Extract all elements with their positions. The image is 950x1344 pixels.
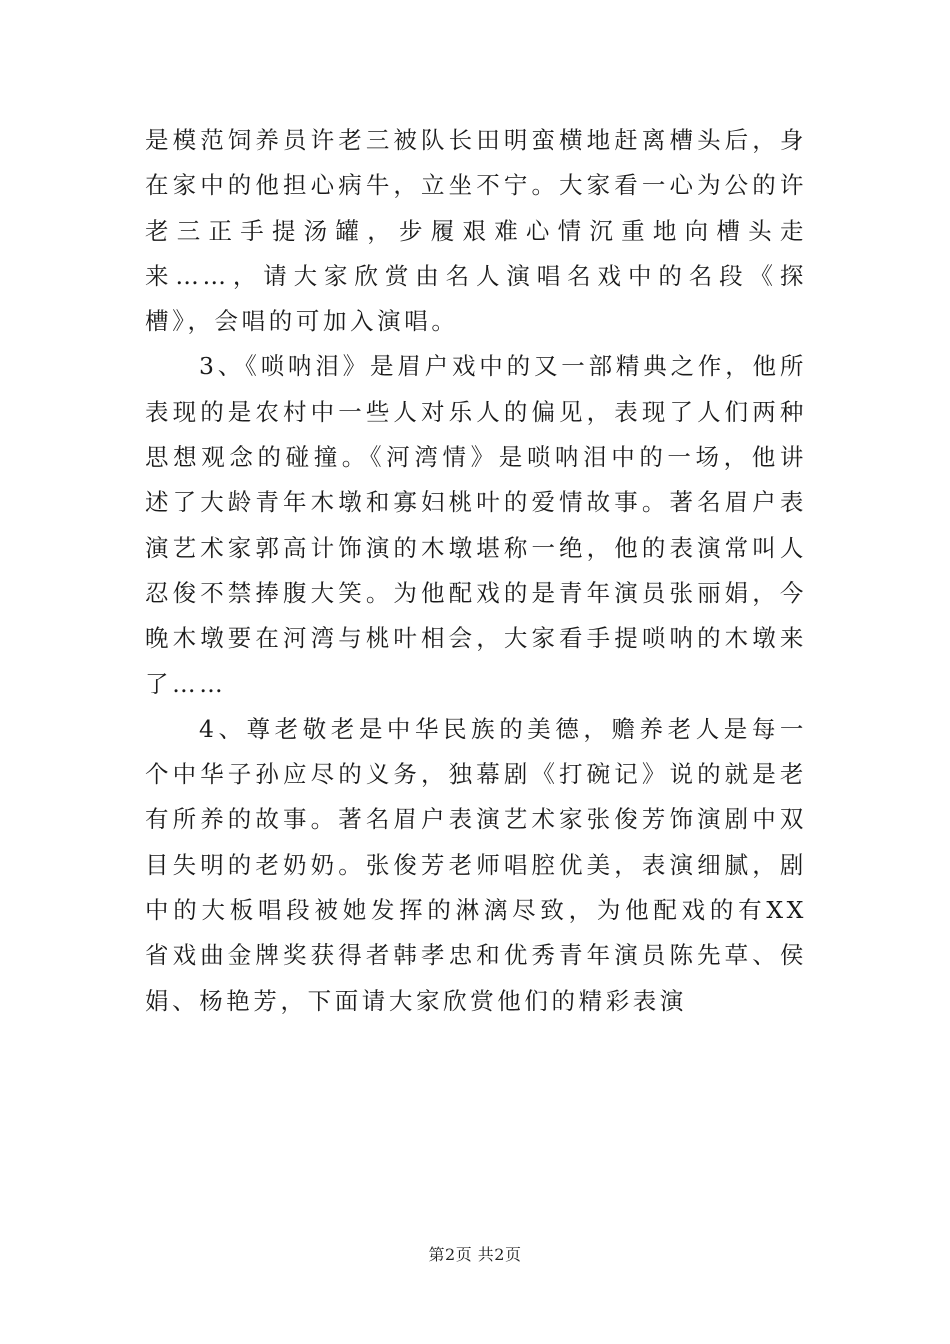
document-body [145,118,807,1024]
paragraph-continuation: 是模范饲养员许老三被队长田明蛮横地赶离槽头后，身在家中的他担心病牛，立坐不宁。大家看一心为公的许老三正手提汤罐，步履艰难心情沉重地向槽头走来……，请大家欣赏由名人演唱名戏中的名段《探槽》，会唱的可加入演唱。 [145,126,807,336]
paragraph-3-suona-tears: 3、《唢呐泪》是眉户戏中的又一部精典之作，他所表现的是农村中一些人对乐人的偏见，表现了人们两种思想观念的碰撞。《河湾情》是唢呐泪中的一场，他讲述了大龄青年木墩和寡妇桃叶的爱情故事。著名眉户表演艺术家郭高计饰演的木墩堪称一绝，他的表演常叫人忍俊不禁捧腹大笑。为他配戏的是青年演员张丽娟，今晚木墩要在河湾与桃叶相会，大家看手提唢呐的木墩来了…… [145,352,807,698]
paragraph-4-da-wan-ji: 4、尊老敬老是中华民族的美德，赡养老人是每一个中华子孙应尽的义务，独幕剧《打碗记》说的就是老有所养的故事。著名眉户表演艺术家张俊芳饰演剧中双目失明的老奶奶。张俊芳老师唱腔优美，表演细腻，剧中的大板唱段被她发挥的淋漓尽致，为他配戏的有XX省戏曲金牌奖获得者韩孝忠和优秀青年演员陈先草、侯娟、杨艳芳，下面请大家欣赏他们的精彩表演 [145,714,807,1015]
page-number-footer: 第2页 共2页 [428,1245,522,1264]
